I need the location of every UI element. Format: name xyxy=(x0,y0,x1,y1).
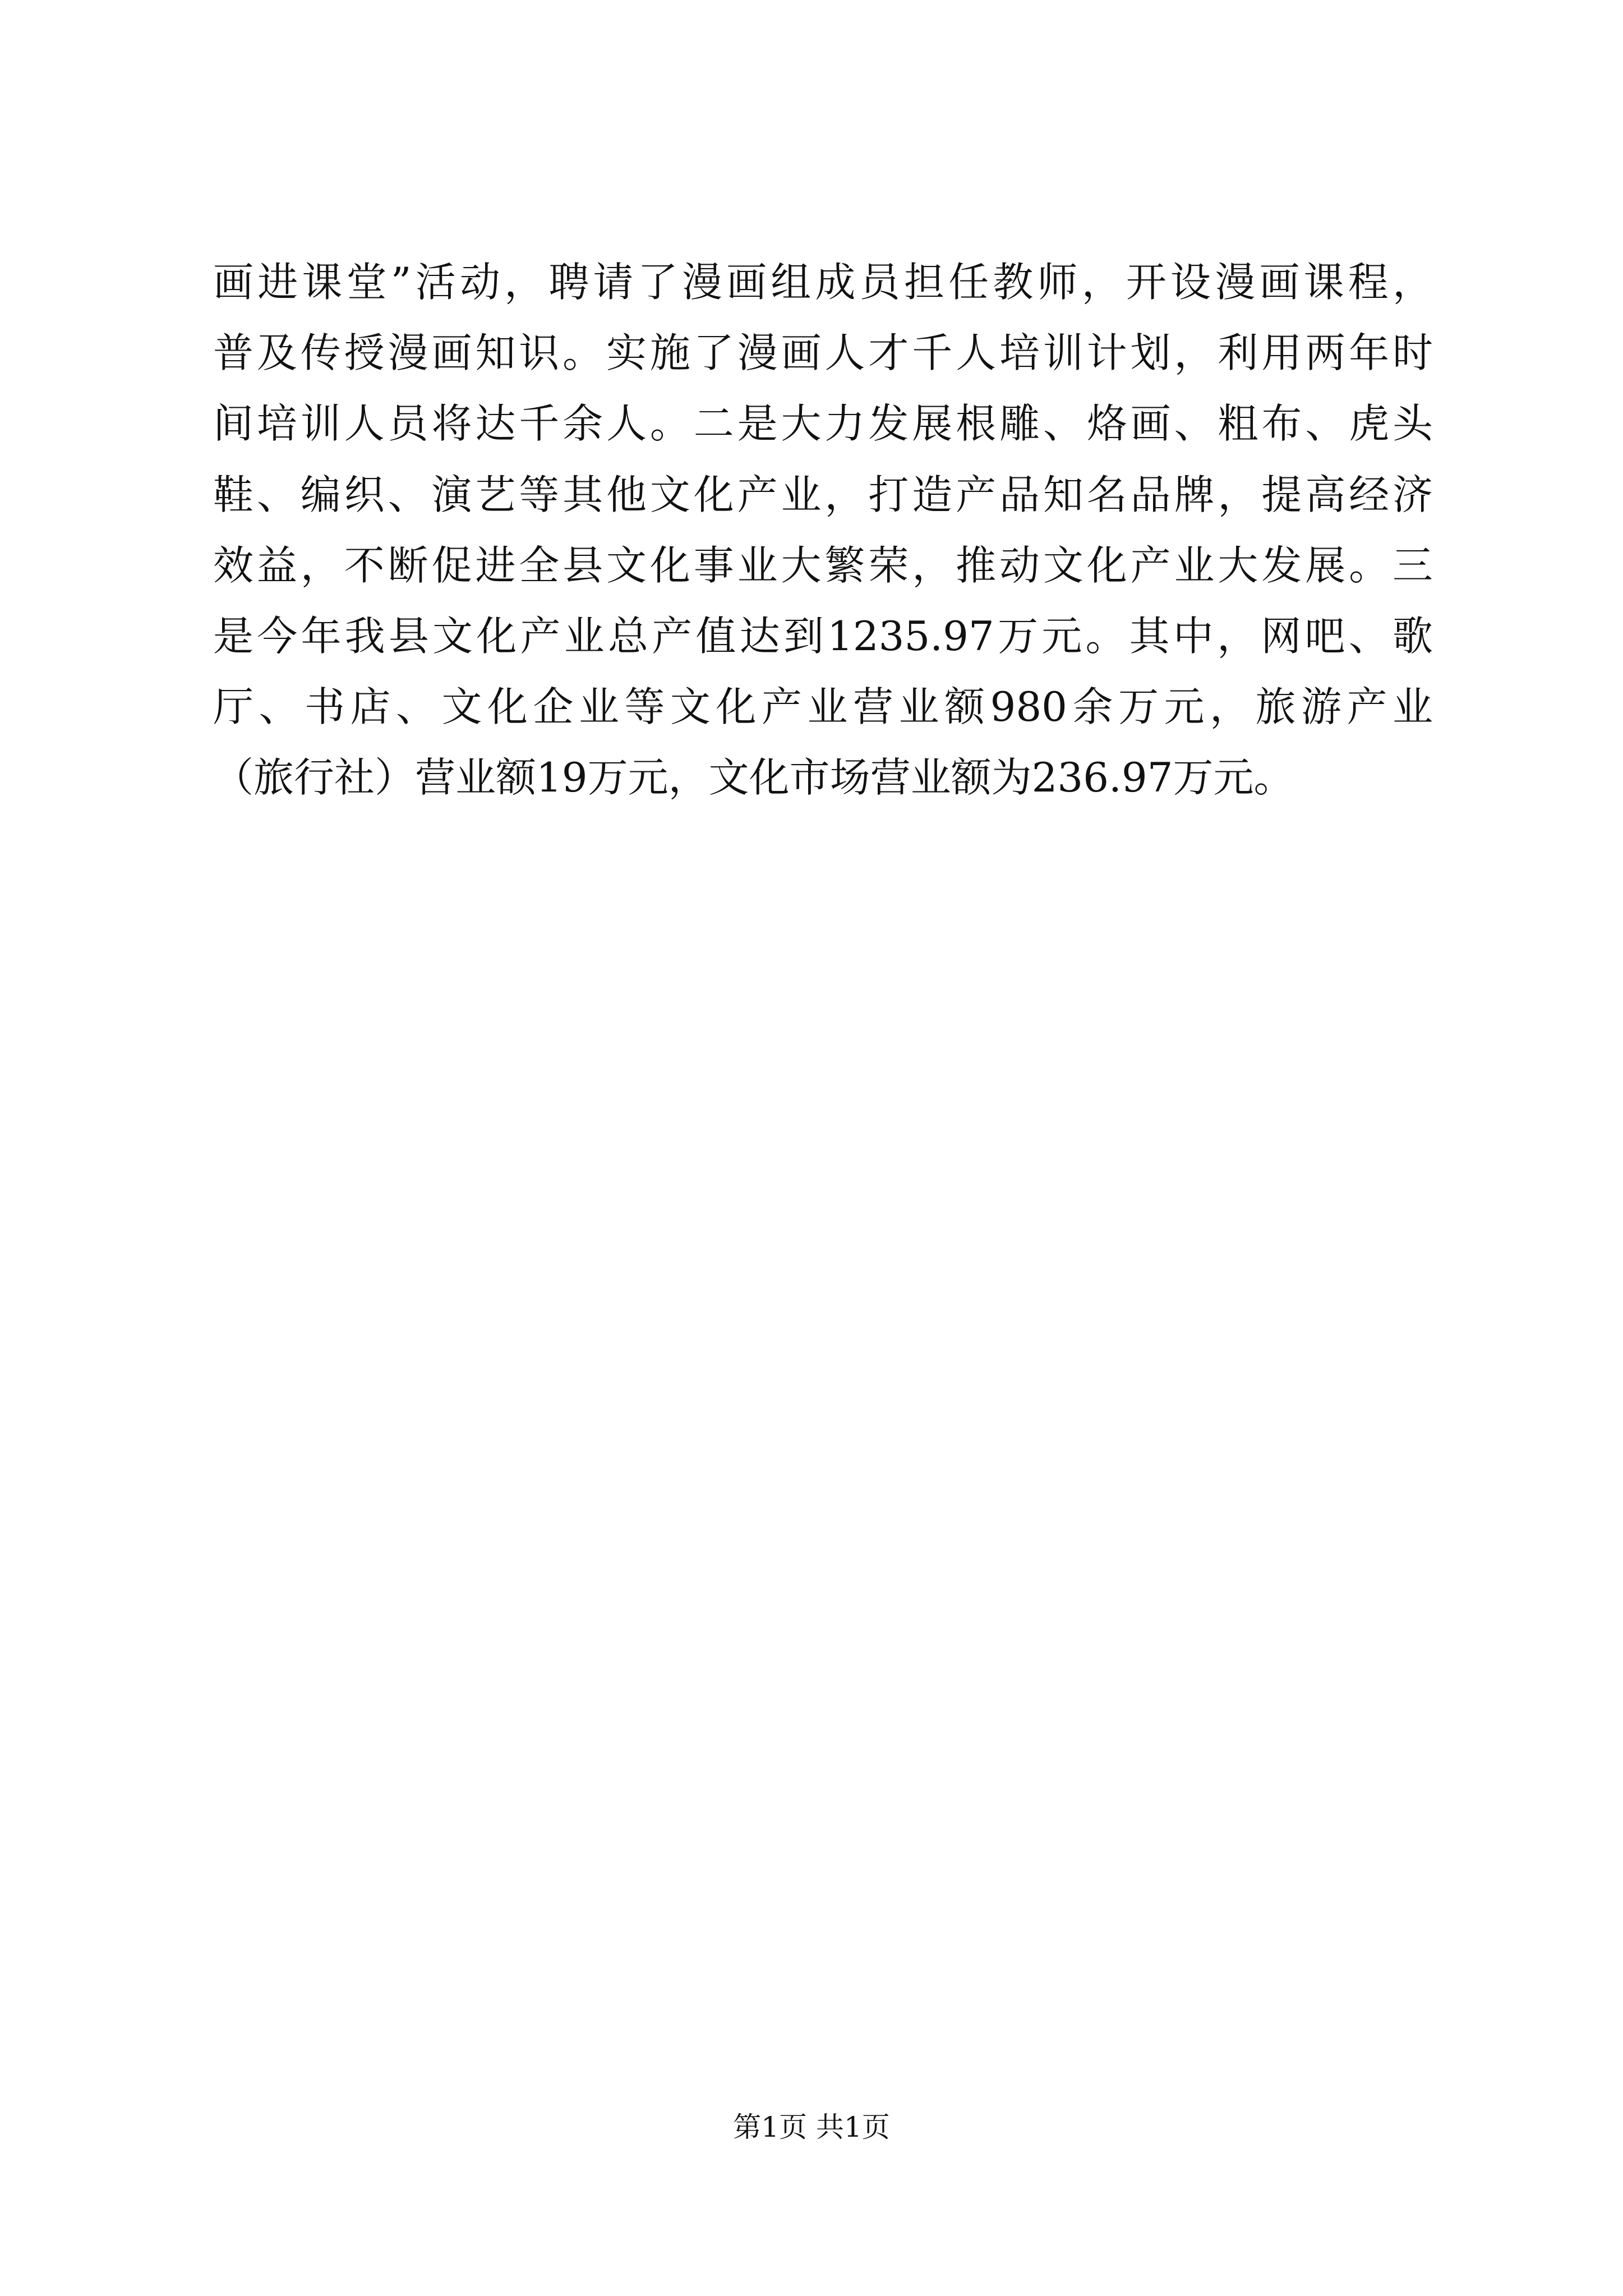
paragraph-line: 厅、书店、文化企业等文化产业营业额980余万元，旅游产业 xyxy=(213,683,1433,731)
paragraph-line: 效益，不断促进全县文化事业大繁荣，推动文化产业大发展。三 xyxy=(213,541,1433,589)
body-paragraph xyxy=(213,247,1433,813)
page-footer: 第1页 共1页 xyxy=(733,2111,890,2143)
paragraph-line: 间培训人员将达千余人。二是大力发展根雕、烙画、粗布、虎头 xyxy=(213,400,1433,448)
paragraph-line: 画进课堂”活动，聘请了漫画组成员担任教师，开设漫画课程， xyxy=(213,259,1433,306)
paragraph-line: 是今年我县文化产业总产值达到1235.97万元。其中，网吧、歌 xyxy=(213,612,1433,660)
paragraph-line: 鞋、编织、演艺等其他文化产业，打造产品知名品牌，提高经济 xyxy=(213,471,1433,518)
paragraph-line: 普及传授漫画知识。实施了漫画人才千人培训计划，利用两年时 xyxy=(213,329,1433,377)
paragraph-line: （旅行社）营业额19万元，文化市场营业额为236.97万元。 xyxy=(213,754,1294,802)
